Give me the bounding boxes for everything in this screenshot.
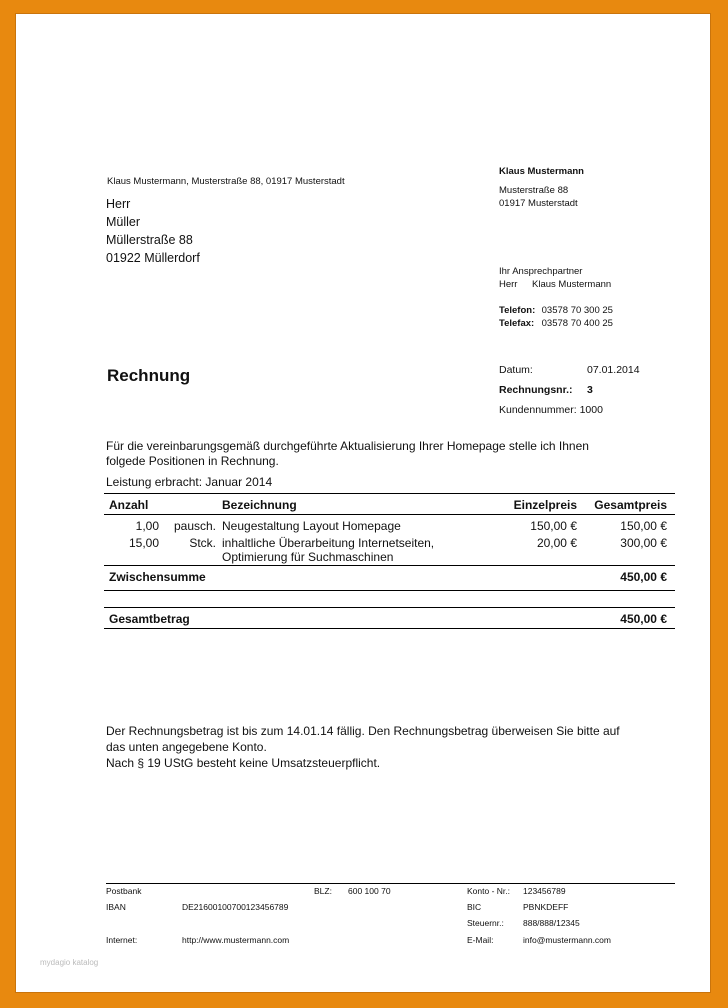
phone-line [499,304,613,317]
footer-konto: 123456789 [523,886,566,896]
footer-email-label: E-Mail: [467,935,494,945]
header-qty: Anzahl [109,498,149,512]
footer-bic-label: BIC [467,902,482,912]
item-unit-price: 20,00 € [536,536,577,550]
sender-city: 01917 Musterstadt [499,198,578,209]
date-label: Datum: [499,364,533,376]
date-line [499,360,640,380]
date-value: 07.01.2014 [587,364,640,376]
service-period-label: Leistung erbracht: [106,475,203,489]
invoice-number-value: 3 [587,384,593,396]
intro-line-2: folgede Positionen in Rechnung. [106,454,279,468]
footer-internet: http://www.mustermann.com [182,935,290,945]
invoice-page [16,14,710,992]
fax-value: 03578 70 400 25 [541,318,613,329]
sender-address [499,184,578,210]
grand-total-label: Gesamtbetrag [109,612,190,626]
contact-numbers [499,304,613,330]
item-unit: Stck. [189,536,216,550]
item-total: 300,00 € [620,536,667,550]
sender-name: Klaus Mustermann [499,166,584,177]
contact-title: Herr [499,279,518,290]
contact-label: Ihr Ansprechpartner [499,266,583,277]
subtotal-value: 450,00 € [620,570,667,584]
item-unit-price: 150,00 € [530,519,577,533]
recipient-name: Müller [106,215,141,229]
invoice-number-label: Rechnungsnr.: [499,384,573,396]
service-period-value: Januar 2014 [205,475,273,489]
fax-label: Telefax: [499,318,535,329]
sender-return-address: Klaus Mustermann, Musterstraße 88, 01917 Musterstadt [107,176,345,187]
footer-email: info@mustermann.com [523,935,611,945]
recipient-street: Müllerstraße 88 [106,233,193,247]
fax-line [499,317,613,330]
grand-total-row [104,607,675,629]
table-row [104,533,675,565]
closing-line-2: das unten angegebene Konto. [106,740,267,754]
watermark: mydagio katalog [40,958,99,967]
invoice-meta [499,360,640,420]
item-desc [222,536,434,564]
customer-number-line [499,400,640,420]
item-desc: Neugestaltung Layout Homepage [222,519,401,533]
table-header [104,493,675,515]
footer-iban: DE21600100700123456789 [182,902,289,912]
item-unit: pausch. [173,519,216,533]
footer-konto-label: Konto - Nr.: [467,886,510,896]
footer-blz-label: BLZ: [314,886,332,896]
footer-bank: Postbank [106,886,142,896]
header-total: Gesamtpreis [594,498,667,512]
invoice-number-line [499,380,640,400]
document-title: Rechnung [107,366,191,385]
phone-value: 03578 70 300 25 [541,305,613,316]
footer-blz: 600 100 70 [348,886,391,896]
contact-name: Klaus Mustermann [532,279,612,290]
grand-total-value: 450,00 € [620,612,667,626]
closing-text [106,723,620,771]
item-desc-line-2: Optimierung für Suchmaschinen [222,550,394,564]
service-period [106,475,272,489]
intro-text [106,439,589,469]
recipient-address [106,195,200,267]
footer-iban-label: IBAN [106,902,126,912]
subtotal-label: Zwischensumme [109,570,206,584]
sender-street: Musterstraße 88 [499,185,569,196]
contact-line [499,278,611,291]
contact-person [499,265,611,291]
recipient-city: 01922 Müllerdorf [106,251,200,265]
phone-label: Telefon: [499,305,536,316]
invoice-table [104,493,675,629]
customer-number-value: 1000 [579,404,603,416]
item-qty: 1,00 [135,519,159,533]
item-desc-line-1: inhaltliche Überarbeitung Internetseiten, [222,536,435,550]
header-desc: Bezeichnung [222,498,297,512]
recipient-salutation: Herr [106,197,131,211]
item-qty: 15,00 [128,536,159,550]
footer-internet-label: Internet: [106,935,138,945]
table-spacer [104,590,675,607]
intro-line-1: Für die vereinbarungsgemäß durchgeführte Aktualisierung Ihrer Homepage stelle ich Ihnen [106,439,589,453]
header-unit-price: Einzelpreis [513,498,577,512]
footer-tax-label: Steuernr.: [467,918,504,928]
footer-tax: 888/888/12345 [523,918,580,928]
footer-bic: PBNKDEFF [523,902,569,912]
subtotal-row [104,565,675,590]
footer-bank-details [106,883,675,945]
table-row [104,515,675,533]
closing-line-3: Nach § 19 UStG besteht keine Umsatzsteuerpflicht. [106,756,381,770]
customer-number-label: Kundennummer: [499,404,577,416]
item-total: 150,00 € [620,519,667,533]
closing-line-1: Der Rechnungsbetrag ist bis zum 14.01.14 fällig. Den Rechnungsbetrag überweisen Sie bitte auf [106,724,620,738]
